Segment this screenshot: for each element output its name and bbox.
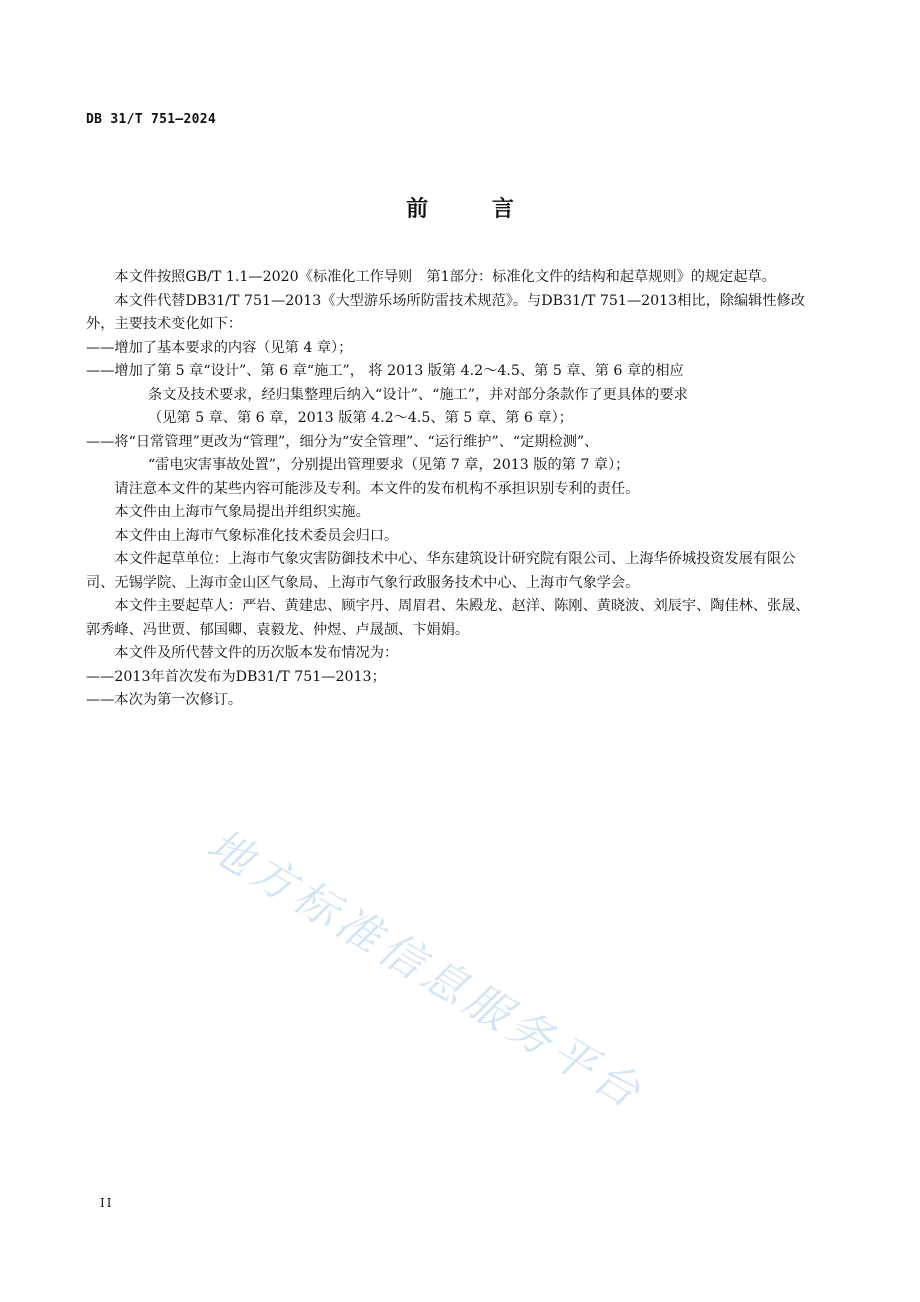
change-item-design-construction-cont2: （见第 5 章、第 6 章，2013 版第 4.2～4.5、第 5 章、第 6 章）； <box>148 410 573 426</box>
change-item-management-cont: “雷电灾害事故处置”，分别提出管理要求（见第 7 章，2013 版的第 7 章）； <box>148 457 630 473</box>
history-item-2013: ——2013年首次发布为DB31/T 751—2013； <box>86 668 386 685</box>
paragraph-version-history: 本文件及所代替文件的历次版本发布情况为： <box>114 645 399 661</box>
paragraph-proposer: 本文件由上海市气象局提出并组织实施。 <box>114 504 370 520</box>
page-title: 前 言 <box>406 197 542 222</box>
paragraph-replacement: 本文件代替DB31/T 751—2013《大型游乐场所防雷技术规范》。与DB31/T 751—2013相比，除编辑性修改外，主要技术变化如下： <box>86 292 805 332</box>
watermark: 地方标准信息服务平台 <box>198 819 653 1121</box>
paragraph-drafting-rules: 本文件按照GB/T 1.1—2020《标准化工作导则 第1部分：标准化文件的结构和起草规则》的规定起草。 <box>114 269 776 285</box>
document-code: DB 31/T 751—2024 <box>86 112 217 127</box>
foreword-body <box>86 266 812 713</box>
change-item-management: ——将“日常管理”更改为“管理”，细分为“安全管理”、“运行维护”、“定期检测”、 <box>86 433 599 450</box>
paragraph-drafting-units: 本文件起草单位：上海市气象灾害防御技术中心、华东建筑设计研究院有限公司、上海华侨城投资发展有限公司、无锡学院、上海市金山区气象局、上海市气象行政服务技术中心、上海市气象学会。 <box>86 551 796 591</box>
paragraph-patent-notice: 请注意本文件的某些内容可能涉及专利。本文件的发布机构不承担识别专利的责任。 <box>114 480 640 497</box>
paragraph-drafters: 本文件主要起草人：严岩、黄建忠、顾宇丹、周眉君、朱殿龙、赵洋、陈刚、黄晓波、刘辰宇、陶佳林、张晟、郭秀峰、冯世贾、郁国卿、袁毅龙、仲煜、卢晟颉、卞娟娟。 <box>86 598 810 638</box>
change-item-design-construction-cont1: 条文及技术要求，经归集整理后纳入“设计”、“施工”，并对部分条款作了更具体的要求 <box>148 386 688 403</box>
history-item-revision: ——本次为第一次修订。 <box>86 692 243 708</box>
paragraph-committee: 本文件由上海市气象标准化技术委员会归口。 <box>114 527 399 544</box>
change-item-design-construction: ——增加了第 5 章“设计”、第 6 章“施工”， 将 2013 版第 4.2～4.5、第 5 章、第 6 章的相应 <box>86 363 684 379</box>
change-item-basic-requirements: ——增加了基本要求的内容（见第 4 章）； <box>86 339 353 356</box>
page-number: II <box>100 1196 114 1210</box>
